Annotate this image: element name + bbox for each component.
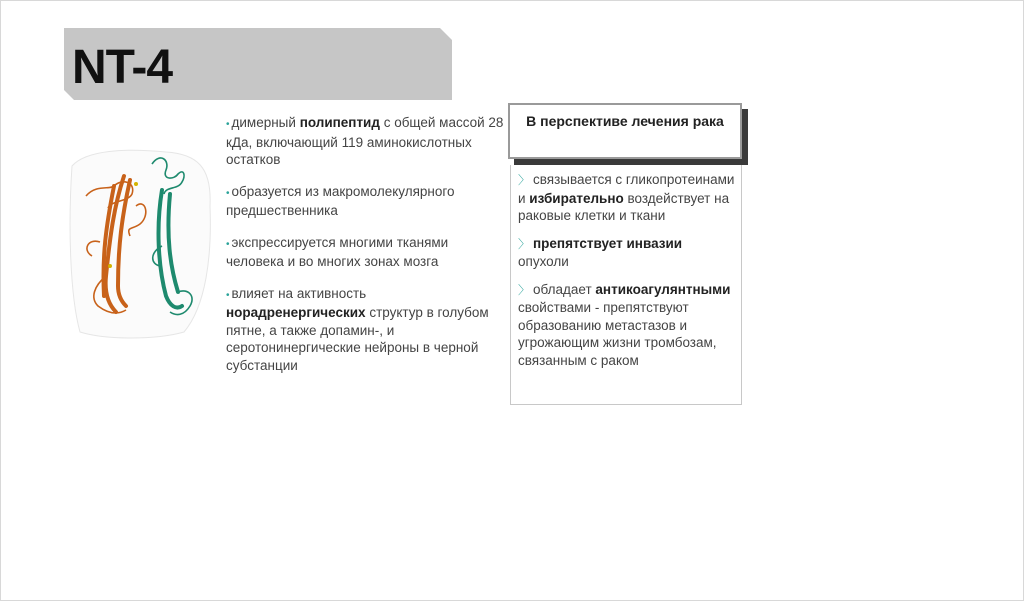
list-item: 〉 обладает антикоагулянтными свойствами - препятствуют образованию метастазов и угрожающим жизни тромбозам, связанным с раком bbox=[518, 281, 731, 368]
list-item: 〉 препятствует инвазии опухоли bbox=[518, 235, 683, 269]
cancer-box-panel bbox=[510, 165, 742, 405]
bullet-dot-icon: • bbox=[226, 289, 230, 301]
page-title: NT-4 bbox=[72, 41, 173, 94]
cancer-box-header: В перспективе лечения рака bbox=[508, 103, 742, 159]
protein-structure-image bbox=[66, 146, 214, 340]
bullet-dot-icon: • bbox=[226, 238, 230, 250]
list-item: • образуется из макромолекулярного предшественника bbox=[226, 183, 455, 218]
list-item: 〉 связывается с гликопротеинами и избирательно воздействует на раковые клетки и ткани bbox=[518, 172, 735, 223]
feature-list bbox=[226, 114, 506, 388]
chevron-right-icon: 〉 bbox=[518, 282, 531, 297]
list-item: • влияет на активность норадренергических структур в голубом пятне, а также допамин-, и серотонинергические нейроны в черной субстанции bbox=[226, 285, 489, 373]
bullet-dot-icon: • bbox=[226, 119, 230, 130]
chevron-right-icon: 〉 bbox=[518, 173, 531, 187]
chevron-right-icon: 〉 bbox=[518, 236, 531, 251]
list-item: • экспрессируется многими тканями человека и во многих зонах мозга bbox=[226, 234, 449, 269]
title-bar bbox=[64, 28, 452, 100]
bullet-dot-icon: • bbox=[226, 187, 230, 199]
list-item: • димерный полипептид с общей массой 28 кДа, включающий 119 аминокислотных остатков bbox=[226, 115, 504, 167]
